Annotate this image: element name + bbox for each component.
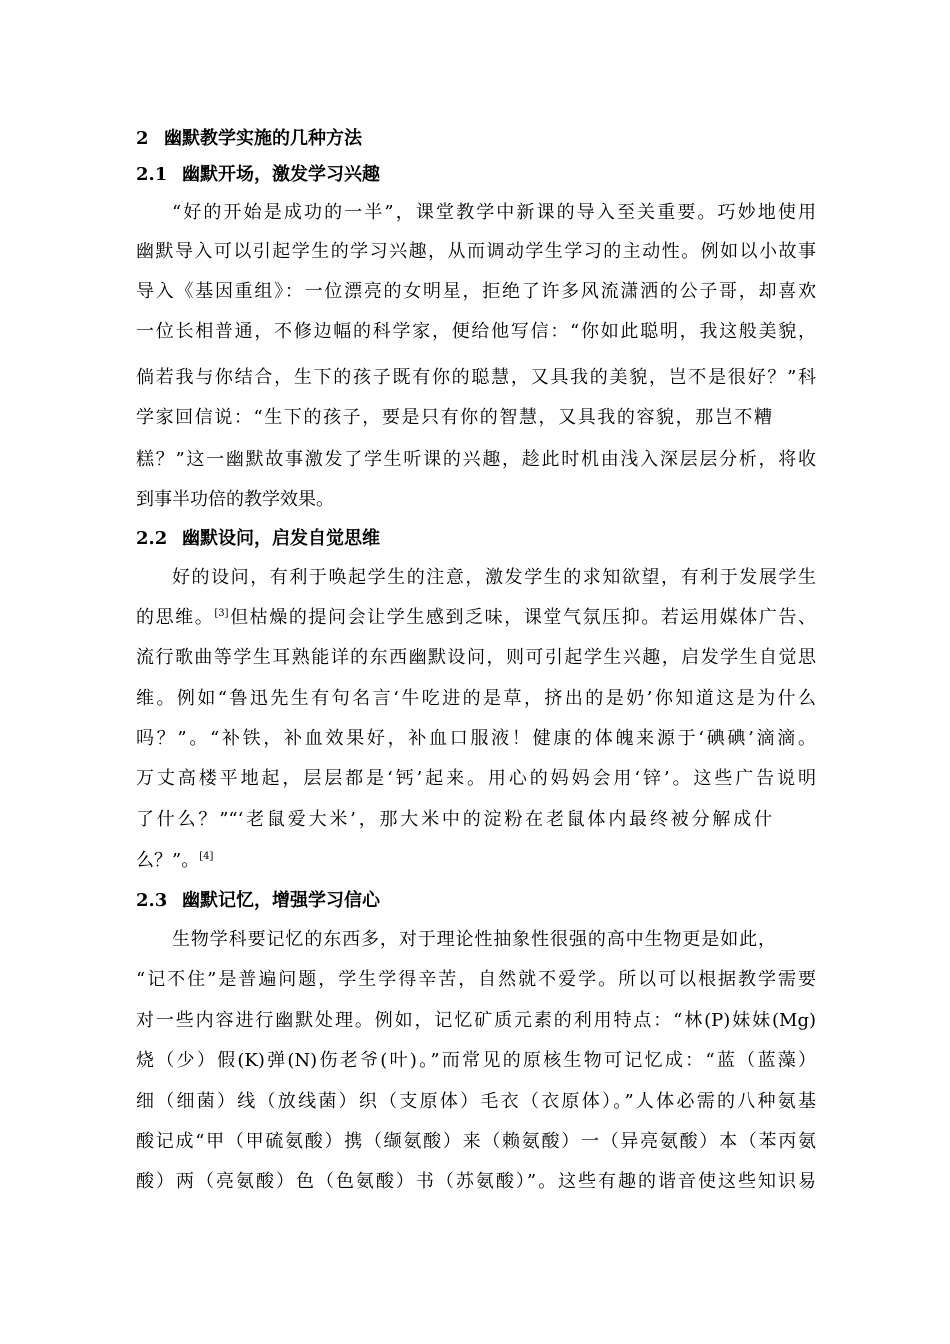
paragraph-line: 流行歌曲等学生耳熟能详的东西幽默设问，则可引起学生兴趣，启发学生自觉思 bbox=[136, 647, 816, 668]
subsection-title: 幽默设问，启发自觉思维 bbox=[182, 528, 380, 549]
section-number: 2 bbox=[136, 128, 149, 149]
paragraph-line: 幽默导入可以引起学生的学习兴趣，从而调动学生学习的主动性。例如以小故事 bbox=[136, 241, 816, 262]
paragraph-line: 倘若我与你结合，生下的孩子既有你的聪慧，又具我的美貌，岂不是很好？”科 bbox=[136, 367, 816, 388]
subsection-title: 幽默开场，激发学习兴趣 bbox=[182, 164, 380, 185]
subsection-number: 2.1 bbox=[136, 164, 168, 185]
section-heading bbox=[136, 127, 816, 151]
subsection-heading-2-3 bbox=[136, 889, 816, 913]
text-run: 但枯燥的提问会让学生感到乏味，课堂气氛压抑。若运用媒体广告、 bbox=[228, 607, 817, 628]
paragraph-line: 到事半功倍的教学效果。 bbox=[136, 489, 334, 510]
paragraph-line: 导入《基因重组》：一位漂亮的女明星，拒绝了许多风流潇洒的公子哥，却喜欢 bbox=[136, 281, 816, 302]
paragraph-line: 糕？”这一幽默故事激发了学生听课的兴趣，趁此时机由浅入深层层分析，将收 bbox=[136, 449, 816, 470]
paragraph-line: 酸记成“甲（甲硫氨酸）携（缬氨酸）来（赖氨酸）一（异亮氨酸）本（苯丙氨 bbox=[136, 1131, 816, 1152]
paragraph-line: 学家回信说：“生下的孩子，要是只有你的智慧，又具我的容貌，那岂不糟 bbox=[136, 407, 772, 428]
section-title: 幽默教学实施的几种方法 bbox=[164, 128, 362, 149]
paragraph-line: 了什么？”“‘老鼠爱大米’，那大米中的淀粉在老鼠体内最终被分解成什 bbox=[136, 809, 772, 830]
paragraph-line: 细（细菌）线（放线菌）织（支原体）毛衣（衣原体）。”人体必需的八种氨基 bbox=[136, 1091, 816, 1112]
paragraph-line: 生物学科要记忆的东西多，对于理论性抽象性很强的高中生物更是如此， bbox=[172, 929, 776, 950]
subsection-number: 2.3 bbox=[136, 890, 168, 911]
paragraph-line: 烧（少）假(K)弹(N)伤老爷(叶)。”而常见的原核生物可记忆成：“蓝（蓝藻） bbox=[136, 1050, 816, 1071]
citation-ref: [3] bbox=[214, 608, 229, 619]
paragraph-line: 维。例如“鲁迅先生有句名言‘牛吃进的是草，挤出的是奶’你知道这是为什么 bbox=[136, 688, 816, 709]
paragraph-line: “好的开始是成功的一半”，课堂教学中新课的导入至关重要。巧妙地使用 bbox=[172, 202, 816, 223]
paragraph-line: 好的设问，有利于唤起学生的注意，激发学生的求知欲望，有利于发展学生 bbox=[172, 567, 816, 588]
subsection-heading-2-2 bbox=[136, 527, 816, 551]
paragraph-line: 吗？”。“补铁，补血效果好，补血口服液！健康的体魄来源于‘碘碘’滴滴。 bbox=[136, 728, 816, 749]
subsection-title: 幽默记忆，增强学习信心 bbox=[182, 890, 380, 911]
subsection-heading-2-1 bbox=[136, 163, 816, 187]
paragraph-line: 酸）两（亮氨酸）色（色氨酸）书（苏氨酸）”。这些有趣的谐音使这些知识易 bbox=[136, 1171, 816, 1192]
text-run: 的思维。 bbox=[136, 607, 215, 628]
paragraph-line: 对一些内容进行幽默处理。例如，记忆矿质元素的利用特点：“林(P)妹妹(Mg) bbox=[136, 1010, 816, 1031]
paragraph-line bbox=[136, 606, 816, 630]
text-run: 么？”。 bbox=[136, 850, 200, 871]
paragraph-line: 万丈高楼平地起，层层都是‘钙’起来。用心的妈妈会用‘锌’。这些广告说明 bbox=[136, 768, 816, 789]
subsection-number: 2.2 bbox=[136, 528, 168, 549]
paragraph-line bbox=[136, 849, 816, 873]
paragraph-line: “记不住”是普遍问题，学生学得辛苦，自然就不爱学。所以可以根据教学需要 bbox=[136, 969, 816, 990]
citation-ref: [4] bbox=[199, 851, 214, 862]
paragraph-line: 一位长相普通，不修边幅的科学家，便给他写信：“你如此聪明，我这般美貌， bbox=[136, 321, 816, 342]
